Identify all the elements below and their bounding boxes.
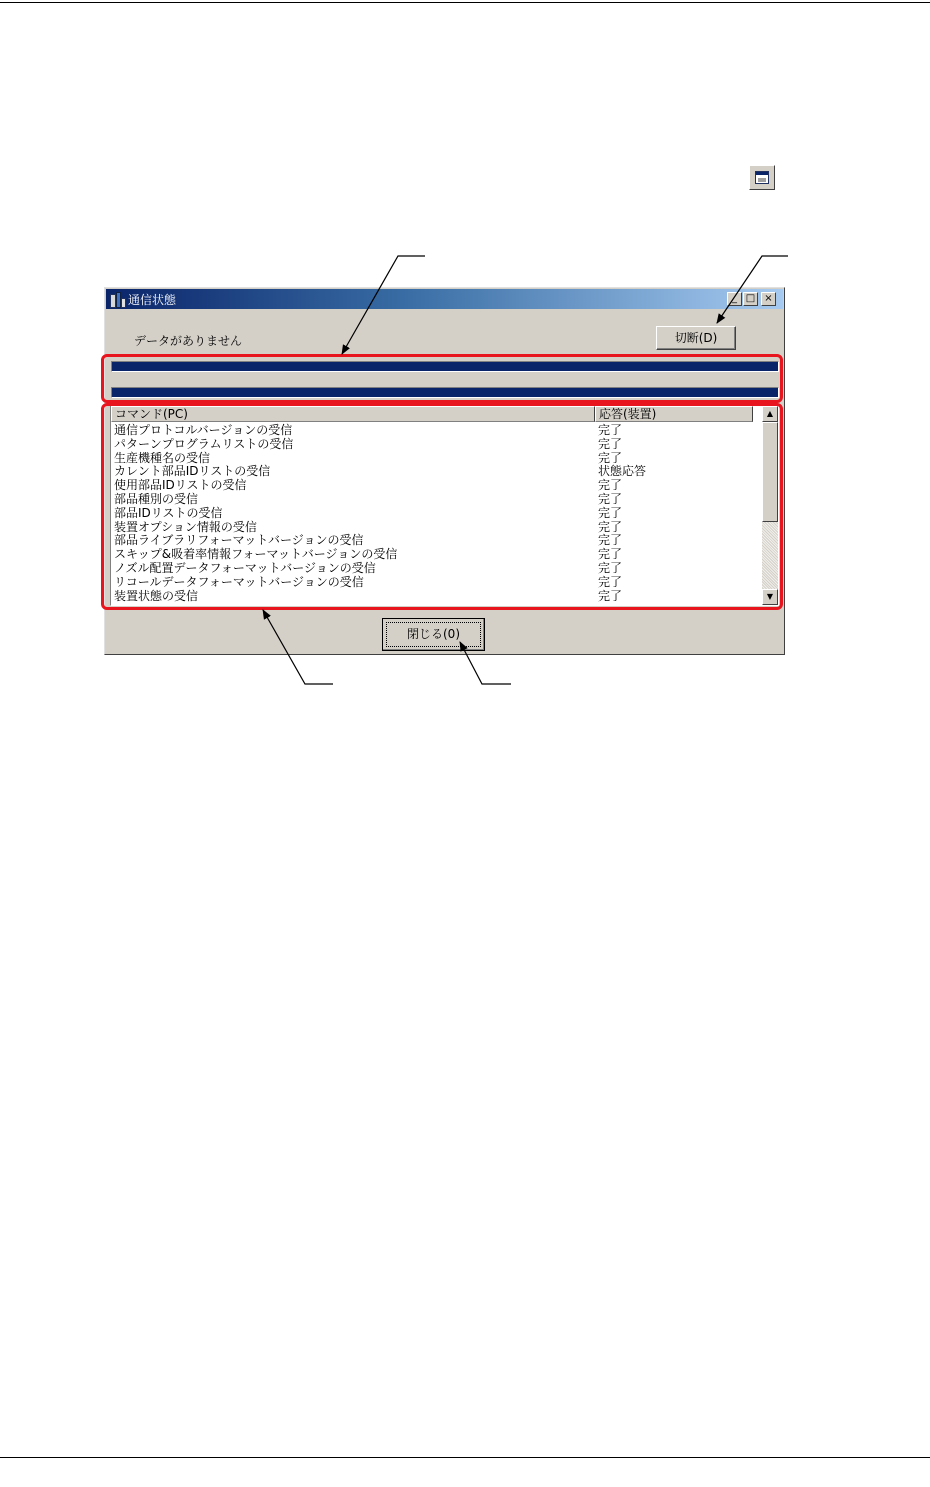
minimize-icon[interactable]: _ [727, 292, 742, 306]
command-cell: 使用部品IDリストの受信 [114, 478, 247, 493]
response-cell: 完了 [598, 436, 623, 451]
disconnect-button[interactable]: 切断(D) [656, 326, 736, 350]
command-cell: 装置状態の受信 [114, 588, 199, 603]
response-cell: 完了 [598, 478, 623, 493]
response-cell: 完了 [598, 574, 623, 589]
command-cell: 部品ライブラリフォーマットバージョンの受信 [114, 533, 364, 548]
command-cell: 通信プロトコルバージョンの受信 [114, 423, 293, 437]
response-cell: 完了 [598, 491, 623, 506]
command-cell: 部品種別の受信 [114, 491, 199, 506]
response-cell: 完了 [598, 547, 623, 562]
command-cell: ノズル配置データフォーマットバージョンの受信 [114, 560, 376, 575]
command-cell: リコールデータフォーマットバージョンの受信 [114, 574, 364, 589]
callout-progress [342, 256, 425, 354]
status-message: データがありません [134, 334, 243, 348]
response-cell: 完了 [598, 588, 623, 603]
command-cell: 部品IDリストの受信 [114, 505, 223, 520]
column-header-response[interactable]: 応答(装置) [595, 406, 753, 422]
response-cell: 完了 [598, 505, 623, 520]
command-cell: 生産機種名の受信 [114, 450, 211, 465]
response-cell: 完了 [598, 423, 623, 437]
response-cell: 完了 [598, 519, 623, 534]
command-cell: パターンプログラムリストの受信 [114, 436, 294, 451]
response-cell: 状態応答 [598, 464, 647, 479]
scroll-up-icon[interactable]: ▲ [762, 406, 778, 422]
command-cell: カレント部品IDリストの受信 [114, 464, 271, 479]
response-cell: 完了 [598, 450, 623, 465]
callout-disconnect [717, 256, 788, 323]
command-cell: スキップ&吸着率情報フォーマットバージョンの受信 [114, 547, 398, 562]
dialog-title: 通信状態 [128, 293, 177, 307]
callout-list [263, 610, 333, 684]
response-cell: 完了 [598, 533, 623, 548]
command-cell: 装置オプション情報の受信 [114, 519, 257, 534]
response-cell: 完了 [598, 560, 623, 575]
callout-close [460, 642, 511, 684]
close-button-label: 閉じる(0) [407, 627, 460, 641]
scroll-down-icon[interactable]: ▼ [762, 589, 778, 605]
maximize-icon[interactable]: □ [743, 292, 758, 306]
close-icon[interactable]: × [761, 292, 776, 306]
column-header-command[interactable]: コマンド(PC) [111, 406, 595, 422]
